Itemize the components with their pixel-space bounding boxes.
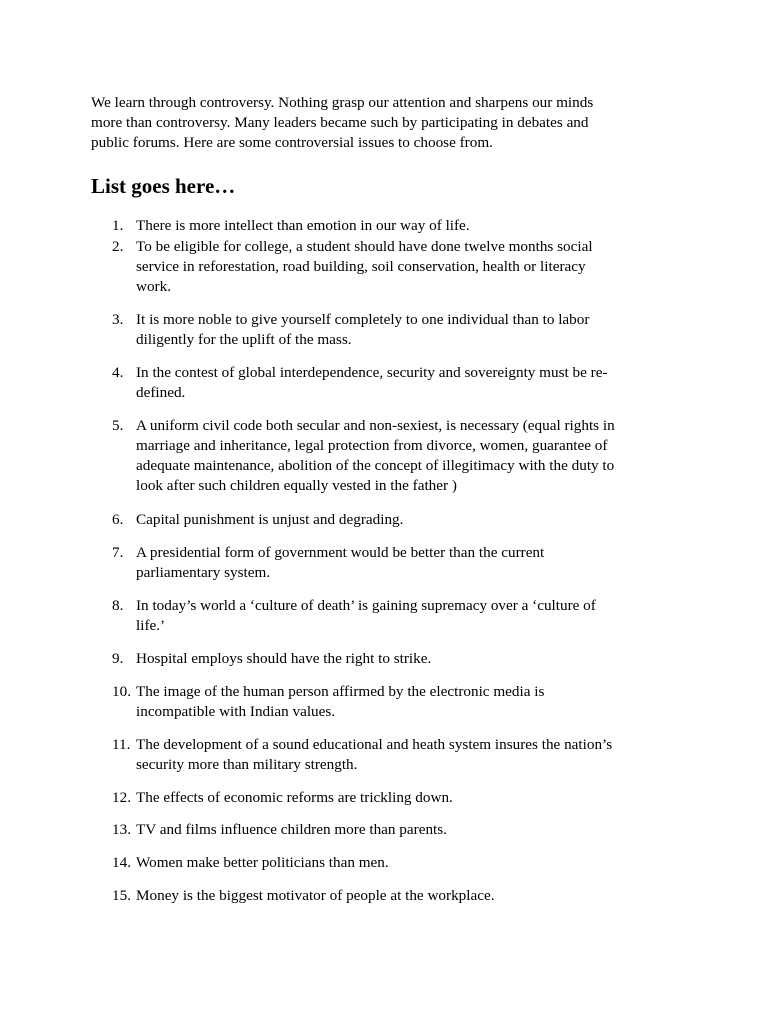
item-number: 15. [112,887,131,904]
item-number: 12. [112,789,131,806]
item-number: 2. [112,238,124,255]
item-number: 9. [112,650,124,667]
item-text: A uniform civil code both secular and non-sexiest, is necessary (equal rights in marriage and inheritance, legal protection from divorce, women, guarantee of adequate maintenance, abolition of the concept of illegitimacy with the duty to look after such children equally vested in the father ) [136,417,615,494]
item-number: 5. [112,417,124,434]
item-text: A presidential form of government would be better than the current parliamentary system. [136,544,545,581]
item-text: The development of a sound educational and heath system insures the nation’s security more than military strength. [136,736,613,773]
item-number: 4. [112,364,124,381]
item-text: TV and films influence children more than parents. [136,821,447,838]
item-text: To be eligible for college, a student should have done twelve months social service in reforestation, road building, soil conservation, health or literacy work. [136,238,593,295]
item-text: The effects of economic reforms are trickling down. [136,789,453,806]
item-text: In the contest of global interdependence, security and sovereignty must be re- defined. [136,364,608,401]
list-heading: List goes here… [91,174,236,198]
item-text: In today’s world a ‘culture of death’ is gaining supremacy over a ‘culture of life.’ [136,597,596,634]
item-text: There is more intellect than emotion in our way of life. [136,217,470,234]
item-number: 1. [112,217,124,234]
item-number: 7. [112,544,124,561]
item-text: It is more noble to give yourself completely to one individual than to labor diligently for the uplift of the mass. [136,311,590,348]
item-number: 10. [112,683,131,700]
item-number: 14. [112,854,131,871]
intro-line: We learn through controversy. Nothing grasp our attention and sharpens our minds [91,94,594,111]
item-text: Hospital employs should have the right to strike. [136,650,432,667]
item-text: Money is the biggest motivator of people at the workplace. [136,887,495,904]
item-number: 3. [112,311,124,328]
intro-line: public forums. Here are some controversial issues to choose from. [91,134,493,151]
item-text: The image of the human person affirmed by the electronic media is incompatible with Indian values. [136,683,545,720]
item-number: 13. [112,821,131,838]
item-text: Capital punishment is unjust and degrading. [136,511,404,528]
item-number: 11. [112,736,131,753]
item-number: 6. [112,511,124,528]
item-text: Women make better politicians than men. [136,854,389,871]
item-number: 8. [112,597,124,614]
intro-line: more than controversy. Many leaders became such by participating in debates and [91,114,589,131]
